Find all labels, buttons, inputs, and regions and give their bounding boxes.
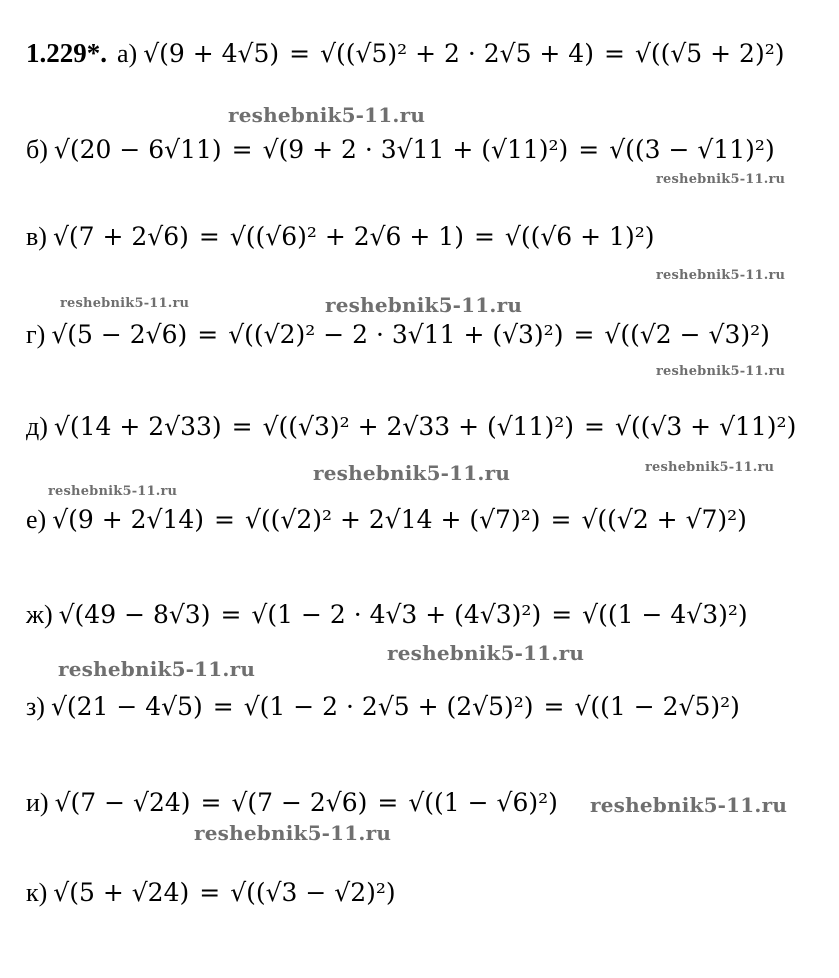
row-label: а)	[117, 39, 138, 69]
expression: √(20 − 6√11)	[53, 135, 222, 165]
expression: √((√2 + √7)²)	[581, 505, 747, 535]
expression: √(5 + √24)	[53, 878, 190, 908]
equals-sign: =	[551, 600, 573, 630]
expression: √(1 − 2 · 4√3 + (4√3)²)	[251, 600, 542, 630]
expression: √((1 − 4√3)²)	[582, 600, 748, 630]
expression: √(7 + 2√6)	[52, 222, 189, 252]
watermark: reshebnik5-11.ru	[590, 793, 788, 817]
equals-sign: =	[214, 505, 235, 535]
row-label: д)	[26, 412, 48, 441]
equals-sign: =	[603, 39, 625, 69]
row-i	[26, 788, 568, 818]
row-k	[26, 878, 406, 908]
equals-sign: =	[197, 320, 219, 350]
expression: √(49 − 8√3)	[58, 600, 211, 630]
equals-sign: =	[231, 135, 253, 165]
equals-sign: =	[543, 692, 565, 722]
watermark: reshebnik5-11.ru	[656, 172, 786, 187]
row-v	[26, 222, 664, 252]
row-label: г)	[26, 320, 46, 349]
equals-sign: =	[289, 39, 311, 69]
watermark: reshebnik5-11.ru	[325, 293, 523, 317]
watermark: reshebnik5-11.ru	[228, 103, 426, 127]
expression: √((√5)² + 2 · 2√5 + 4)	[320, 39, 594, 69]
equals-sign: =	[200, 788, 222, 818]
watermark: reshebnik5-11.ru	[645, 460, 775, 475]
equals-sign: =	[199, 878, 221, 908]
row-d	[26, 412, 806, 442]
watermark: reshebnik5-11.ru	[387, 641, 585, 665]
expression: √(9 + 4√5)	[143, 39, 280, 69]
row-label: б)	[26, 135, 48, 164]
equals-sign: =	[198, 222, 220, 252]
watermark: reshebnik5-11.ru	[58, 657, 256, 681]
row-e	[26, 505, 757, 535]
row-label: к)	[26, 878, 48, 907]
expression: √((√2)² + 2√14 + (√7)²)	[245, 505, 541, 535]
row-label: в)	[26, 222, 47, 251]
equals-sign: =	[212, 692, 234, 722]
expression: √((√2 − √3)²)	[604, 320, 770, 350]
expression: √(14 + 2√33)	[53, 412, 222, 442]
row-label: и)	[26, 788, 49, 817]
expression: √(5 − 2√6)	[51, 320, 188, 350]
row-z	[26, 692, 750, 722]
equals-sign: =	[578, 135, 600, 165]
expression: √(7 − √24)	[54, 788, 191, 818]
row-a	[26, 38, 795, 69]
watermark: reshebnik5-11.ru	[313, 461, 511, 485]
watermark: reshebnik5-11.ru	[656, 268, 786, 283]
equals-sign: =	[573, 320, 595, 350]
expression: √(9 + 2√14)	[52, 505, 205, 535]
watermark: reshebnik5-11.ru	[48, 484, 178, 499]
expression: √(9 + 2 · 3√11 + (√11)²)	[262, 135, 569, 165]
expression: √(7 − 2√6)	[231, 788, 368, 818]
watermark: reshebnik5-11.ru	[656, 364, 786, 379]
expression: √((√3)² + 2√33 + (√11)²)	[262, 412, 574, 442]
row-label: з)	[26, 692, 45, 721]
row-label: ж)	[26, 600, 53, 629]
equals-sign: =	[550, 505, 572, 535]
expression: √((3 − √11)²)	[609, 135, 775, 165]
expression: √((√6)² + 2√6 + 1)	[229, 222, 464, 252]
equals-sign: =	[231, 412, 253, 442]
expression: √((√3 + √11)²)	[614, 412, 797, 442]
row-label: е)	[26, 505, 47, 534]
row-b	[26, 135, 785, 165]
watermark: reshebnik5-11.ru	[60, 296, 190, 311]
equals-sign: =	[473, 222, 495, 252]
equals-sign: =	[377, 788, 399, 818]
problem-number: 1.229*.	[26, 38, 107, 68]
row-zh	[26, 600, 758, 630]
row-g	[26, 320, 780, 350]
expression: √(21 − 4√5)	[50, 692, 203, 722]
expression: √((√3 − √2)²)	[230, 878, 396, 908]
expression: √(1 − 2 · 2√5 + (2√5)²)	[243, 692, 534, 722]
expression: √((√2)² − 2 · 3√11 + (√3)²)	[228, 320, 564, 350]
expression: √((√5 + 2)²)	[634, 39, 785, 69]
expression: √((1 − √6)²)	[408, 788, 558, 818]
expression: √((√6 + 1)²)	[504, 222, 655, 252]
equals-sign: =	[220, 600, 242, 630]
expression: √((1 − 2√5)²)	[574, 692, 740, 722]
equals-sign: =	[584, 412, 605, 442]
watermark: reshebnik5-11.ru	[194, 821, 392, 845]
